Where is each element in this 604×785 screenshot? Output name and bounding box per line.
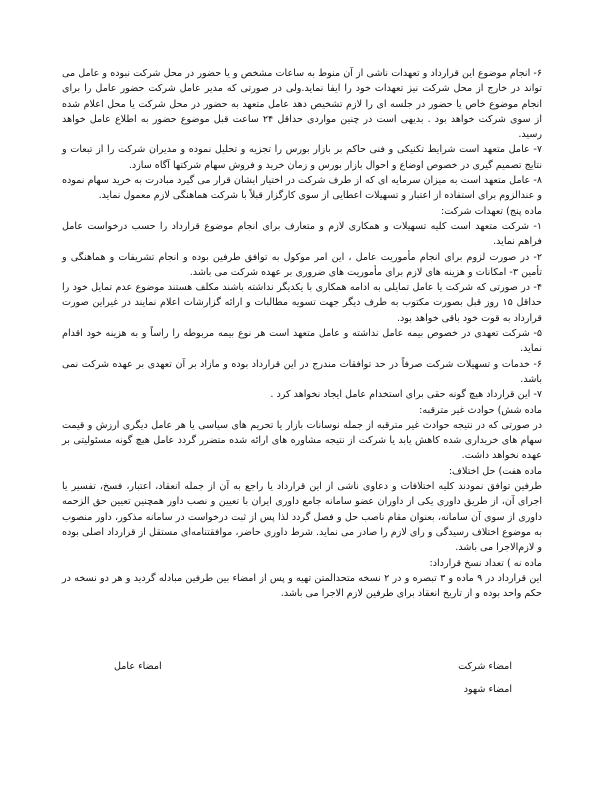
dispute-resolution-text: طرفین توافق نمودند کلیه اختلافات و دعاوی ناشی از این قرارداد یا راجع به آن از جمله انعقاد، اعتبار، فسخ، تفسیر یا اجرای آن، از طریق داوری یکی از داوران عضو سامانه جامع داوری ایران با تعیین و نصب داور همچنین تعیین حق الزحمه داوری از سوی آن سامانه، بعنوان مقام ناصب حل و فصل گردد لذا پس از ثبت درخواست در سامانه مذکور، داور منصوب به موضوع اختلاف رسیدگی و رای لازم را صادر می نماید. شرط داوری حاضر، موافقتنامه‌ای مستقل از قرارداد اصلی بوده و لازم‌الاجرا می باشد. [62,481,542,554]
company-obligation-1: ۱- شرکت متعهد است کلیه تسهیلات و همکاری لازم و متعارف برای انجام موضوع قرارداد را حسب درخواست عامل فراهم نماید. [62,220,542,248]
article-6-heading: ماده شش) حوادث غیر مترقبه: [419,404,542,416]
article-9-heading: ماده نه ) تعداد نسخ قرارداد: [429,557,542,569]
clause-7-market-analysis: ۷- عامل متعهد است شرایط تکنیکی و فنی حاکم بر بازار بورس را تجزیه و تحلیل نموده و مدیران شرکت را از تبعات و نتایج تصمیم گیری در خصوص اوضاع و احوال بازار بورس و زمان خرید و فروش سهام شرکتها آگاه سازد. [62,144,542,171]
force-majeure-text: در صورتی که در نتیجه حوادث غیر مترقبه از جمله نوسانات بازار یا تحریم های سیاسی یا هر عامل دیگری ارزش و قیمت سهام های خریداری شده کاهش یابد یا شرکت از نتیجه مشاوره های ارائه شده متضرر گردد عامل هیچ گونه مسئولیتی بر عهده نخواهد داشت. [62,419,542,462]
company-signature-label: امضاء شرکت [458,661,512,672]
company-obligation-2: ۲- در صورت لزوم برای انجام مأموریت عامل ، این امر موکول به توافق طرفین بوده و انجام تشریفات و هماهنگی و تأمین ۳- امکانات و هزینه های لازم برای مأموریت های ضروری بر عهده شرکت می باشد. [62,251,542,278]
article-5-heading: ماده پنج) تعهدات شرکت: [440,205,542,217]
agent-signature-label: امضاء عامل [114,661,162,672]
company-obligation-7: ۷- این قرارداد هیچ گونه حقی برای استخدام عامل ایجاد نخواهد کرد . [270,389,542,401]
signature-block [62,655,512,715]
clause-6-work-location: ۶- انجام موضوع این قرارداد و تعهدات ناشی از آن منوط به ساعات مشخص و یا حضور در محل شرکت نبوده و عامل می تواند در خارج از محل شرکت نیز تعهدات خود را ایفا نماید.ولی در صورتی که مدیر عامل شرکت حضور عامل را برای انجام موضوع خاص یا حضور در جلسه ای را لازم تشخیص دهد عامل متعهد به حضور در محل شرکت یا محل اعلام شده از سوی شرکت خواهد بود . بدیهی است در چنین مواردی حداقل ۲۴ ساعت قبل موضوع حضور به اطلاع عامل خواهد رسید. [62,68,542,141]
company-obligation-4: ۴- در صورتی که شرکت یا عامل تمایلی به ادامه همکاری با یکدیگر نداشته باشند مکلف هستند موضوع عدم تمایل خود را حداقل ۱۵ روز قبل بصورت مکتوب به طرف دیگر جهت تسویه مطالبات و ارائه گزارشات اعلام نمایند در غیراین صورت قرارداد به قوت خود باقی خواهد بود. [62,282,542,324]
witnesses-signature-label: امضاء شهود [463,684,512,695]
copies-text: این قرارداد در ۹ ماده و ۳ تبصره و در ۲ نسخه متحدالمتن تهیه و پس از امضاء بین طرفین مبادله گردید و هر دو نسخه در حکم واحد بوده و از تاریخ انعقاد برای طرفین لازم الاجرا می باشد. [62,572,542,600]
article-7-heading: ماده هفت) حل اختلاف: [448,465,542,477]
clause-8-capital-use: ۸- عامل متعهد است به میزان سرمایه ای که از طرف شرکت در اختیار ایشان قرار می گیرد مبادرت به خرید سهام نموده و عندالزوم برای استفاده از اعتبار و تسهیلات اعطایی از سوی کارگزار قبلاً با شرکت هماهنگی لازم معمول نماید. [62,175,542,202]
company-obligation-5: ۵- شرکت تعهدی در خصوص بیمه عامل نداشته و عامل متعهد است هر نوع بیمه مربوطه را راساً و به هزینه خود اقدام نماید. [62,328,542,355]
company-obligation-6: ۶- خدمات و تسهیلات شرکت صرفاً در حد توافقات مندرج در این قرارداد بوده و مازاد بر آن تعهدی بر عهده شرکت نمی باشد. [62,358,542,385]
contract-body [62,66,542,601]
